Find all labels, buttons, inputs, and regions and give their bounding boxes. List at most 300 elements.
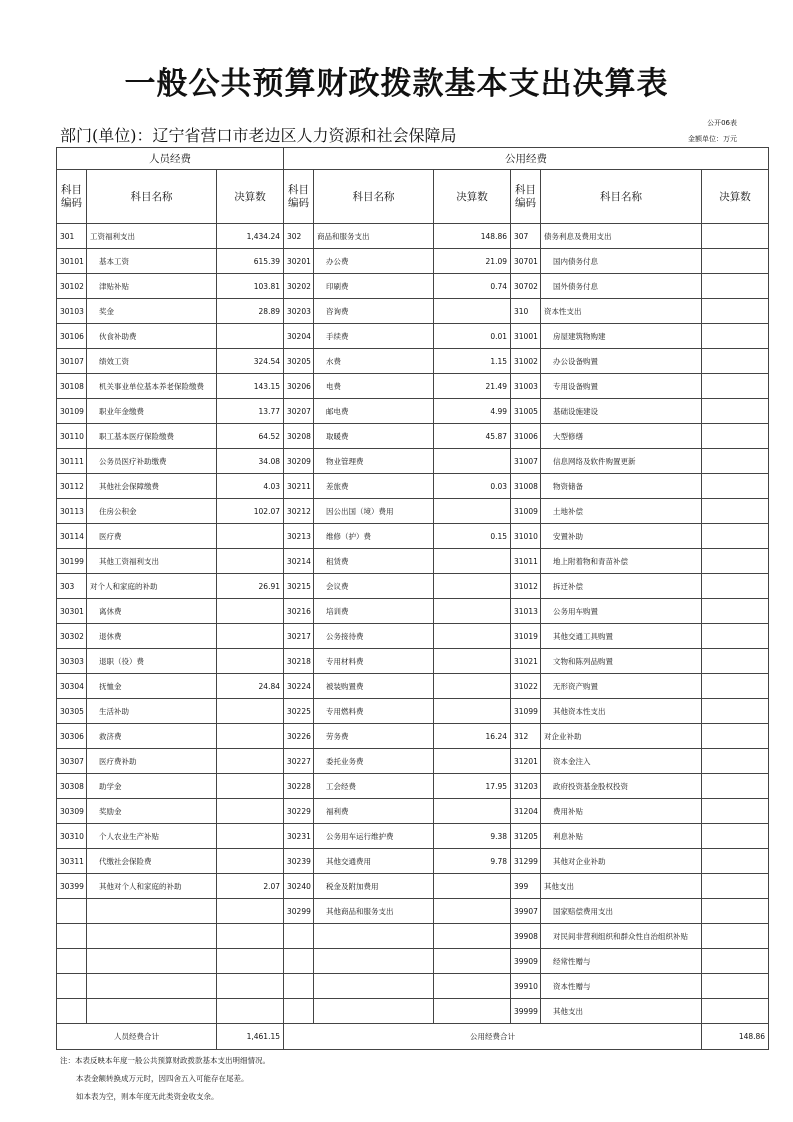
cell-code: 30240 — [284, 874, 314, 899]
cell-name: 房屋建筑物购建 — [541, 324, 702, 349]
cell-name: 劳务费 — [314, 724, 434, 749]
personnel-total-label: 人员经费合计 — [57, 1024, 217, 1050]
cell-name: 工资福利支出 — [87, 224, 217, 249]
cell-amount: 0.74 — [434, 274, 511, 299]
column-header-code — [57, 170, 87, 224]
table-row — [57, 774, 769, 799]
page-title: 一般公共预算财政拨款基本支出决算表 — [124, 66, 669, 102]
cell-amount — [217, 599, 284, 624]
cell-name: 救济费 — [87, 724, 217, 749]
cell-code: 30702 — [511, 274, 541, 299]
cell-amount — [217, 774, 284, 799]
cell-code: 30299 — [284, 899, 314, 924]
cell-name: 其他社会保障缴费 — [87, 474, 217, 499]
table-row — [57, 624, 769, 649]
table-row — [57, 299, 769, 324]
cell-amount — [434, 949, 511, 974]
cell-name: 医疗费补助 — [87, 749, 217, 774]
cell-name: 机关事业单位基本养老保险缴费 — [87, 374, 217, 399]
cell-code: 30207 — [284, 399, 314, 424]
column-header-code-line: 编码 — [288, 196, 310, 209]
cell-amount — [702, 224, 769, 249]
column-header-name: 科目名称 — [541, 170, 702, 224]
cell-amount — [702, 999, 769, 1024]
cell-code: 30209 — [284, 449, 314, 474]
cell-amount — [702, 349, 769, 374]
cell-amount — [434, 799, 511, 824]
cell-amount — [702, 399, 769, 424]
cell-code: 31011 — [511, 549, 541, 574]
table-row — [57, 599, 769, 624]
cell-code: 30306 — [57, 724, 87, 749]
cell-amount: 21.09 — [434, 249, 511, 274]
cell-amount — [702, 524, 769, 549]
cell-amount — [217, 924, 284, 949]
cell-amount: 615.39 — [217, 249, 284, 274]
cell-name: 地上附着物和青苗补偿 — [541, 549, 702, 574]
expenditure-table — [56, 147, 769, 1050]
table-row — [57, 424, 769, 449]
cell-name: 其他对个人和家庭的补助 — [87, 874, 217, 899]
cell-amount — [217, 724, 284, 749]
table-row — [57, 274, 769, 299]
cell-code — [284, 949, 314, 974]
cell-amount — [217, 999, 284, 1024]
cell-amount — [702, 699, 769, 724]
cell-amount — [217, 624, 284, 649]
cell-name: 代缴社会保险费 — [87, 849, 217, 874]
cell-amount: 9.78 — [434, 849, 511, 874]
cell-code: 30303 — [57, 649, 87, 674]
cell-code: 31204 — [511, 799, 541, 824]
table-row — [57, 474, 769, 499]
cell-name: 其他支出 — [541, 999, 702, 1024]
cell-name: 对民间非营利组织和群众性自治组织补贴 — [541, 924, 702, 949]
cell-name: 因公出国（境）费用 — [314, 499, 434, 524]
cell-code: 31022 — [511, 674, 541, 699]
cell-code: 30113 — [57, 499, 87, 524]
cell-amount — [702, 899, 769, 924]
cell-name: 水费 — [314, 349, 434, 374]
cell-amount — [217, 949, 284, 974]
table-row — [57, 899, 769, 924]
cell-amount — [702, 799, 769, 824]
cell-name: 咨询费 — [314, 299, 434, 324]
cell-name — [314, 924, 434, 949]
cell-name: 政府投资基金股权投资 — [541, 774, 702, 799]
cell-code: 30206 — [284, 374, 314, 399]
cell-code: 312 — [511, 724, 541, 749]
column-header-row — [57, 170, 769, 224]
cell-name: 伙食补助费 — [87, 324, 217, 349]
cell-code: 30112 — [57, 474, 87, 499]
column-header-name: 科目名称 — [314, 170, 434, 224]
cell-code: 30304 — [57, 674, 87, 699]
cell-name: 住房公积金 — [87, 499, 217, 524]
cell-amount — [434, 624, 511, 649]
cell-amount: 4.99 — [434, 399, 511, 424]
cell-amount — [217, 749, 284, 774]
cell-amount — [217, 824, 284, 849]
cell-code: 303 — [57, 574, 87, 599]
cell-name: 福利费 — [314, 799, 434, 824]
cell-name: 其他对企业补助 — [541, 849, 702, 874]
column-header-amount: 决算数 — [702, 170, 769, 224]
cell-code: 30214 — [284, 549, 314, 574]
cell-code: 31008 — [511, 474, 541, 499]
group-header-personnel: 人员经费 — [57, 148, 284, 170]
cell-name: 医疗费 — [87, 524, 217, 549]
personnel-total-value: 1,461.15 — [217, 1024, 284, 1050]
cell-name: 委托业务费 — [314, 749, 434, 774]
cell-code: 30228 — [284, 774, 314, 799]
cell-amount: 34.08 — [217, 449, 284, 474]
cell-amount — [702, 749, 769, 774]
cell-name: 其他支出 — [541, 874, 702, 899]
cell-code: 39908 — [511, 924, 541, 949]
cell-amount — [702, 774, 769, 799]
cell-code: 30201 — [284, 249, 314, 274]
cell-amount — [702, 599, 769, 624]
cell-amount: 143.15 — [217, 374, 284, 399]
cell-code: 30208 — [284, 424, 314, 449]
cell-name: 电费 — [314, 374, 434, 399]
cell-amount — [434, 699, 511, 724]
cell-code — [284, 999, 314, 1024]
cell-amount — [434, 749, 511, 774]
cell-amount — [702, 624, 769, 649]
cell-amount: 1,434.24 — [217, 224, 284, 249]
cell-name: 退休费 — [87, 624, 217, 649]
cell-code: 307 — [511, 224, 541, 249]
cell-name: 公务用车运行维护费 — [314, 824, 434, 849]
cell-name — [87, 974, 217, 999]
table-row — [57, 924, 769, 949]
table-row — [57, 449, 769, 474]
cell-code: 31203 — [511, 774, 541, 799]
cell-amount — [702, 549, 769, 574]
cell-name: 津贴补贴 — [87, 274, 217, 299]
cell-code: 31013 — [511, 599, 541, 624]
cell-name: 对企业补助 — [541, 724, 702, 749]
cell-code: 30231 — [284, 824, 314, 849]
cell-name: 资本金注入 — [541, 749, 702, 774]
cell-code: 30217 — [284, 624, 314, 649]
cell-name: 办公设备购置 — [541, 349, 702, 374]
cell-code: 30305 — [57, 699, 87, 724]
cell-amount — [702, 249, 769, 274]
column-header-code-line: 科目 — [515, 183, 537, 196]
cell-name: 国内债务付息 — [541, 249, 702, 274]
cell-name: 安置补助 — [541, 524, 702, 549]
cell-amount: 148.86 — [434, 224, 511, 249]
cell-name: 生活补助 — [87, 699, 217, 724]
cell-amount — [702, 874, 769, 899]
cell-name: 邮电费 — [314, 399, 434, 424]
cell-amount — [217, 524, 284, 549]
cell-code: 30213 — [284, 524, 314, 549]
cell-code: 31006 — [511, 424, 541, 449]
cell-amount — [702, 499, 769, 524]
table-row — [57, 824, 769, 849]
cell-name: 办公费 — [314, 249, 434, 274]
cell-amount — [217, 699, 284, 724]
cell-name: 工会经费 — [314, 774, 434, 799]
table-row — [57, 674, 769, 699]
table-row — [57, 374, 769, 399]
column-header-amount: 决算数 — [434, 170, 511, 224]
cell-amount — [434, 599, 511, 624]
cell-code: 302 — [284, 224, 314, 249]
column-header-code — [284, 170, 314, 224]
cell-name: 维修（护）费 — [314, 524, 434, 549]
cell-code: 31019 — [511, 624, 541, 649]
cell-amount — [702, 274, 769, 299]
totals-row — [57, 1024, 769, 1050]
cell-name: 信息网络及软件购置更新 — [541, 449, 702, 474]
cell-code: 30229 — [284, 799, 314, 824]
cell-code: 30203 — [284, 299, 314, 324]
cell-code: 30109 — [57, 399, 87, 424]
cell-code: 30215 — [284, 574, 314, 599]
cell-code: 31001 — [511, 324, 541, 349]
table-row — [57, 799, 769, 824]
cell-amount — [702, 949, 769, 974]
cell-code: 30199 — [57, 549, 87, 574]
cell-code — [284, 924, 314, 949]
cell-name: 其他工资福利支出 — [87, 549, 217, 574]
column-header-code-line: 科目 — [61, 183, 82, 196]
cell-name — [87, 949, 217, 974]
cell-amount — [434, 874, 511, 899]
cell-name: 会议费 — [314, 574, 434, 599]
cell-amount: 28.89 — [217, 299, 284, 324]
form-number: 公开06表 — [707, 119, 737, 127]
cell-code: 39909 — [511, 949, 541, 974]
cell-amount: 21.49 — [434, 374, 511, 399]
cell-code — [57, 899, 87, 924]
cell-name: 文物和陈列品购置 — [541, 649, 702, 674]
cell-code: 30239 — [284, 849, 314, 874]
cell-name: 物业管理费 — [314, 449, 434, 474]
cell-code: 30309 — [57, 799, 87, 824]
cell-code: 30212 — [284, 499, 314, 524]
public-total-value: 148.86 — [702, 1024, 769, 1050]
department-label: 部门(单位)：辽宁省营口市老边区人力资源和社会保障局 — [60, 126, 457, 145]
cell-amount: 17.95 — [434, 774, 511, 799]
cell-name: 奖金 — [87, 299, 217, 324]
cell-code: 30225 — [284, 699, 314, 724]
cell-name: 经常性赠与 — [541, 949, 702, 974]
cell-amount — [702, 674, 769, 699]
cell-amount — [217, 549, 284, 574]
cell-code: 31299 — [511, 849, 541, 874]
cell-name: 手续费 — [314, 324, 434, 349]
cell-code: 30224 — [284, 674, 314, 699]
cell-name: 商品和服务支出 — [314, 224, 434, 249]
cell-code: 31010 — [511, 524, 541, 549]
cell-name: 国家赔偿费用支出 — [541, 899, 702, 924]
cell-name: 培训费 — [314, 599, 434, 624]
cell-code: 30102 — [57, 274, 87, 299]
cell-name: 公务员医疗补助缴费 — [87, 449, 217, 474]
cell-amount — [434, 899, 511, 924]
cell-code — [57, 949, 87, 974]
cell-code: 30108 — [57, 374, 87, 399]
cell-code: 30311 — [57, 849, 87, 874]
cell-name — [314, 949, 434, 974]
cell-name: 离休费 — [87, 599, 217, 624]
cell-code: 30111 — [57, 449, 87, 474]
table-row — [57, 324, 769, 349]
cell-name: 基本工资 — [87, 249, 217, 274]
table-row — [57, 974, 769, 999]
cell-name: 物资储备 — [541, 474, 702, 499]
cell-code: 30302 — [57, 624, 87, 649]
cell-code — [57, 924, 87, 949]
cell-name — [87, 899, 217, 924]
cell-amount — [702, 849, 769, 874]
table-row — [57, 949, 769, 974]
cell-name: 其他交通工具购置 — [541, 624, 702, 649]
cell-code: 30701 — [511, 249, 541, 274]
cell-code: 399 — [511, 874, 541, 899]
cell-code: 30202 — [284, 274, 314, 299]
cell-amount — [217, 799, 284, 824]
cell-code: 30301 — [57, 599, 87, 624]
column-header-code-line: 编码 — [515, 196, 537, 209]
column-header-code — [511, 170, 541, 224]
cell-code: 39999 — [511, 999, 541, 1024]
public-total-label: 公用经费合计 — [284, 1024, 702, 1050]
cell-name: 大型修缮 — [541, 424, 702, 449]
cell-code: 39907 — [511, 899, 541, 924]
cell-code: 30218 — [284, 649, 314, 674]
cell-name: 绩效工资 — [87, 349, 217, 374]
cell-name: 被装购置费 — [314, 674, 434, 699]
table-row — [57, 874, 769, 899]
column-header-name: 科目名称 — [87, 170, 217, 224]
column-header-amount: 决算数 — [217, 170, 284, 224]
cell-code: 31003 — [511, 374, 541, 399]
cell-code: 310 — [511, 299, 541, 324]
footnote: 如本表为空，则本年度无此类资金收支余。 — [76, 1092, 219, 1101]
table-row — [57, 574, 769, 599]
cell-name: 费用补贴 — [541, 799, 702, 824]
cell-code: 31007 — [511, 449, 541, 474]
cell-code: 39910 — [511, 974, 541, 999]
cell-name — [87, 924, 217, 949]
cell-name: 基础设施建设 — [541, 399, 702, 424]
cell-amount: 324.54 — [217, 349, 284, 374]
cell-name: 无形资产购置 — [541, 674, 702, 699]
cell-amount: 4.03 — [217, 474, 284, 499]
table-row — [57, 724, 769, 749]
table-row — [57, 499, 769, 524]
cell-amount — [702, 924, 769, 949]
cell-name: 国外债务付息 — [541, 274, 702, 299]
table-row — [57, 549, 769, 574]
cell-amount — [434, 674, 511, 699]
table-row — [57, 649, 769, 674]
cell-name: 其他资本性支出 — [541, 699, 702, 724]
cell-amount: 103.81 — [217, 274, 284, 299]
cell-code: 30103 — [57, 299, 87, 324]
cell-name — [87, 999, 217, 1024]
cell-code: 30216 — [284, 599, 314, 624]
cell-amount: 45.87 — [434, 424, 511, 449]
cell-amount: 13.77 — [217, 399, 284, 424]
table-row — [57, 399, 769, 424]
cell-name: 差旅费 — [314, 474, 434, 499]
cell-name: 专用燃料费 — [314, 699, 434, 724]
cell-code: 30227 — [284, 749, 314, 774]
cell-amount — [434, 499, 511, 524]
footnote: 本表金额转换成万元时，因四舍五入可能存在尾差。 — [76, 1074, 249, 1083]
cell-code: 31012 — [511, 574, 541, 599]
cell-code: 30226 — [284, 724, 314, 749]
cell-amount — [702, 299, 769, 324]
cell-amount: 9.38 — [434, 824, 511, 849]
cell-amount — [434, 549, 511, 574]
cell-name: 对个人和家庭的补助 — [87, 574, 217, 599]
cell-code: 31005 — [511, 399, 541, 424]
cell-code: 30399 — [57, 874, 87, 899]
cell-amount — [434, 924, 511, 949]
cell-code: 31205 — [511, 824, 541, 849]
cell-name: 其他交通费用 — [314, 849, 434, 874]
table-row — [57, 524, 769, 549]
cell-name: 拆迁补偿 — [541, 574, 702, 599]
cell-amount — [434, 999, 511, 1024]
cell-name: 专用设备购置 — [541, 374, 702, 399]
cell-code: 301 — [57, 224, 87, 249]
column-header-code-line: 编码 — [61, 196, 82, 209]
footnotes — [60, 1052, 270, 1106]
table-row — [57, 749, 769, 774]
table-row — [57, 999, 769, 1024]
amount-unit: 金额单位：万元 — [688, 135, 737, 143]
cell-code: 30211 — [284, 474, 314, 499]
footnote: 注：本表反映本年度一般公共预算财政拨款基本支出明细情况。 — [60, 1056, 270, 1065]
cell-name: 资本性赠与 — [541, 974, 702, 999]
cell-code — [57, 999, 87, 1024]
cell-code: 31021 — [511, 649, 541, 674]
cell-amount: 102.07 — [217, 499, 284, 524]
cell-code: 30114 — [57, 524, 87, 549]
cell-code: 30310 — [57, 824, 87, 849]
cell-name — [314, 974, 434, 999]
cell-code — [284, 974, 314, 999]
cell-amount: 0.15 — [434, 524, 511, 549]
table-row — [57, 699, 769, 724]
cell-name — [314, 999, 434, 1024]
cell-name: 资本性支出 — [541, 299, 702, 324]
cell-amount — [217, 899, 284, 924]
cell-amount — [217, 324, 284, 349]
cell-amount — [702, 724, 769, 749]
cell-code: 30106 — [57, 324, 87, 349]
cell-code: 30110 — [57, 424, 87, 449]
cell-amount — [217, 849, 284, 874]
cell-name: 奖励金 — [87, 799, 217, 824]
cell-code: 30308 — [57, 774, 87, 799]
cell-name: 职工基本医疗保险缴费 — [87, 424, 217, 449]
cell-name: 公务接待费 — [314, 624, 434, 649]
cell-name: 助学金 — [87, 774, 217, 799]
cell-amount: 1.15 — [434, 349, 511, 374]
table-body — [57, 224, 769, 1024]
